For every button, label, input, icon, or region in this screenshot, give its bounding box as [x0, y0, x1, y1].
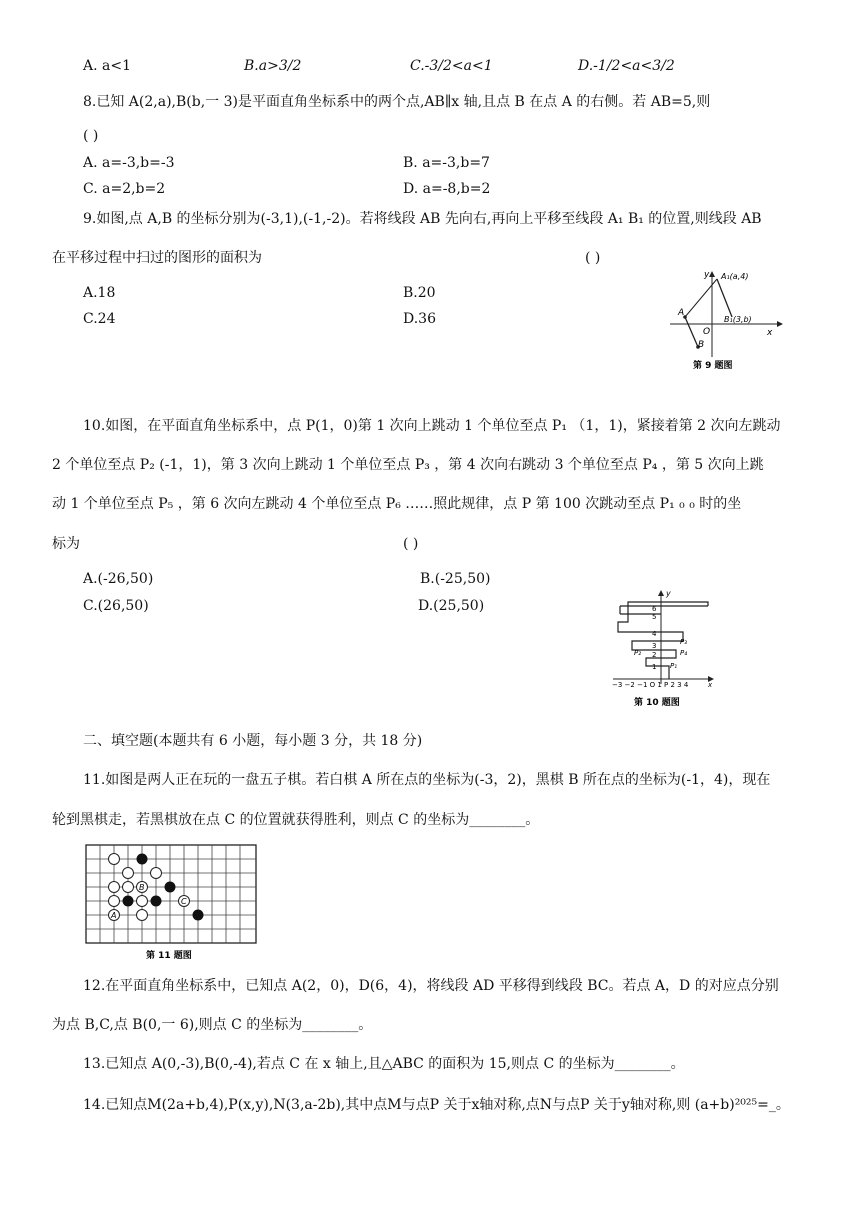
q10-option-c: C.(26,50) — [83, 598, 149, 614]
q11-figure — [84, 843, 259, 963]
q9-option-c: C.24 — [83, 311, 116, 327]
q10-tick-y-2: 2 — [652, 651, 657, 659]
q9-segment-ab — [685, 317, 698, 347]
q11-white-stone — [151, 868, 162, 879]
q9-paren: ( ) — [585, 250, 601, 266]
q11-black-stone — [151, 896, 162, 907]
q11-line1: 11.如图是两人正在玩的一盘五子棋。若白棋 A 所在点的坐标为(-3，2)，黑棋 B 所在点的坐标为(-1，4)，现在 — [83, 772, 771, 788]
q10-label-p1: P₁ — [670, 662, 678, 670]
q13-line1: 13.已知点 A(0,-3),B(0,-4),若点 C 在 x 轴上,且△ABC 的面积为 15,则点 C 的坐标为________。 — [83, 1056, 685, 1072]
q10-tick-y-3: 3 — [652, 642, 657, 650]
q10-option-b: B.(-25,50) — [420, 571, 491, 587]
q7-option-d: D.-1/2<a<3/2 — [578, 58, 675, 74]
q11-white-stone — [109, 882, 120, 893]
q11-black-stone — [123, 896, 134, 907]
q11-label-c: C — [181, 897, 187, 906]
q10-line4: 标为 — [52, 536, 80, 552]
q9-figure — [665, 265, 785, 375]
q7-option-a: A. a<1 — [83, 58, 131, 74]
q11-white-stone — [123, 868, 134, 879]
q7-option-c: C.-3/2<a<1 — [410, 58, 493, 74]
q11-label-b: B — [139, 883, 145, 892]
q10-label-p4: P₄ — [680, 649, 688, 657]
q14-line1: 14.已知点M(2a+b,4),P(x,y),N(3,a-2b),其中点M与点P 关于x轴对称,点N与点P 关于y轴对称,则 (a+b)²⁰²⁵=_。 — [83, 1097, 790, 1113]
q10-paren: ( ) — [403, 536, 419, 552]
q10-label-p3: P₃ — [680, 638, 688, 646]
q9-label-b1: B₁(3,b) — [724, 315, 752, 324]
q10-tick-y-4: 4 — [652, 630, 657, 638]
q11-white-stone — [137, 896, 148, 907]
q9-label-b: B — [698, 340, 705, 350]
q11-white-stone — [109, 854, 120, 865]
q10-label-p2: P₂ — [634, 649, 642, 657]
q9-label-origin: O — [703, 327, 711, 337]
q9-x-arrow — [777, 321, 783, 327]
q9-line1: 9.如图,点 A,B 的坐标分别为(-3,1),(-1,-2)。若将线段 AB 先向右,再向上平移至线段 A₁ B₁ 的位置,则线段 AB — [83, 211, 762, 227]
q9-option-d: D.36 — [403, 311, 436, 327]
q10-line3: 动 1 个单位至点 P₅ ，第 6 次向左跳动 4 个单位至点 P₆ ……照此规律，点 P 第 100 次跳动至点 P₁ ₀ ₀ 时的坐 — [52, 496, 742, 512]
q8-paren: ( ) — [83, 128, 99, 144]
q11-black-stone — [165, 882, 176, 893]
q10-tick-y-6: 6 — [652, 605, 657, 613]
q10-x-ticks: −3 −2 −1 O 1 P 2 3 4 — [612, 681, 689, 689]
q8-option-d: D. a=-8,b=2 — [403, 181, 491, 197]
q9-option-b: B.20 — [403, 285, 436, 301]
q10-tick-y-5: 5 — [652, 613, 657, 621]
q9-label-y: y — [704, 270, 710, 280]
q7-option-b: B.a>3/2 — [244, 58, 302, 74]
q11-white-stone — [123, 882, 134, 893]
q9-line2: 在平移过程中扫过的图形的面积为 — [52, 250, 262, 266]
q10-option-d: D.(25,50) — [418, 598, 485, 614]
q10-tick-y-1: 1 — [652, 663, 657, 671]
q8-option-b: B. a=-3,b=7 — [403, 155, 490, 171]
q11-line2: 轮到黑棋走，若黑棋放在点 C 的位置就获得胜利，则点 C 的坐标为________。 — [52, 812, 540, 828]
q11-black-stone — [193, 910, 204, 921]
q10-label-y: y — [666, 589, 671, 598]
q12-line2: 为点 B,C,点 B(0,一 6),则点 C 的坐标为________。 — [52, 1017, 373, 1033]
q9-option-a: A.18 — [83, 285, 116, 301]
q10-option-a: A.(-26,50) — [83, 571, 154, 587]
q9-y-arrow — [709, 271, 715, 277]
q11-label-a: A — [111, 911, 117, 920]
q11-white-stone — [137, 910, 148, 921]
q10-line1: 10.如图，在平面直角坐标系中，点 P(1，0)第 1 次向上跳动 1 个单位至点 P₁ （1，1)，紧接着第 2 次向左跳动 — [83, 418, 781, 434]
q11-white-stone — [109, 896, 120, 907]
q10-label-x: x — [708, 681, 713, 689]
q10-figure — [608, 588, 720, 712]
q8-option-a: A. a=-3,b=-3 — [83, 155, 175, 171]
section2-heading: 二、填空题(本题共有 6 小题，每小题 3 分，共 18 分) — [83, 733, 423, 749]
q9-label-x: x — [767, 328, 773, 338]
q8-stem: 8.已知 A(2,a),B(b,一 3)是平面直角坐标系中的两个点,AB∥x 轴,且点 B 在点 A 的右侧。若 AB=5,则 — [83, 94, 711, 110]
q9-label-a1: A₁(a,4) — [721, 272, 749, 281]
q9-segment-a1b1 — [717, 279, 732, 317]
q11-black-stone — [137, 854, 148, 865]
q9-caption: 第 9 题图 — [693, 361, 733, 371]
q11-caption: 第 11 题图 — [146, 951, 192, 961]
q10-line2: 2 个单位至点 P₂ (-1，1)，第 3 次向上跳动 1 个单位至点 P₃ ，第 4 次向右跳动 3 个单位至点 P₄ ，第 5 次向上跳 — [52, 457, 764, 473]
q10-y-arrow — [658, 590, 664, 596]
q10-caption: 第 10 题图 — [634, 698, 680, 708]
q8-option-c: C. a=2,b=2 — [83, 181, 166, 197]
q12-line1: 12.在平面直角坐标系中，已知点 A(2，0)，D(6，4)，将线段 AD 平移得到线段 BC。若点 A，D 的对应点分别 — [83, 978, 779, 994]
q9-label-a: A — [678, 308, 685, 318]
